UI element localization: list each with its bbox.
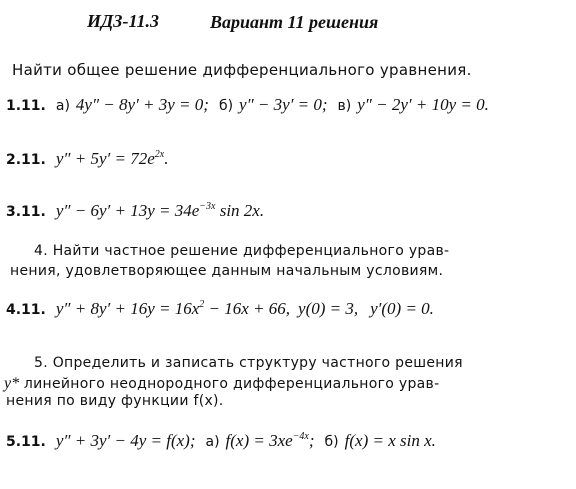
equation-3-exponent: −3x bbox=[199, 201, 216, 212]
task-number: 3.11. bbox=[6, 204, 46, 220]
particular-solution-instruction-line-2: нения, удовлетворяющее данным начальным условиям. bbox=[10, 263, 444, 279]
equation-1b: y″ − 3y′ = 0; bbox=[239, 95, 328, 114]
task-number: 1.11. bbox=[6, 98, 46, 114]
part-a-label: а) bbox=[205, 434, 220, 450]
equation-4-exponent: 2 bbox=[199, 299, 205, 310]
function-5a-tail: ; bbox=[308, 431, 315, 450]
equation-2-main: y″ + 5y′ = 72e bbox=[55, 149, 155, 168]
equation-1a: 4y″ − 8y′ + 3y = 0; bbox=[75, 95, 209, 114]
equation-2 bbox=[56, 149, 169, 168]
equation-1c: y″ − 2y′ + 10y = 0. bbox=[357, 95, 489, 114]
equation-2-exponent: 2x bbox=[154, 149, 165, 160]
equation-4 bbox=[56, 299, 290, 318]
task-3-row bbox=[6, 202, 264, 219]
function-5a-main: f(x) = 3xe bbox=[225, 431, 293, 450]
variant-title: Вариант 11 решения bbox=[210, 12, 379, 32]
structure-instruction-text: линейного неоднородного дифференциального урав- bbox=[19, 376, 440, 392]
initial-condition-2: y′(0) = 0. bbox=[370, 299, 434, 318]
initial-condition-1: y(0) = 3, bbox=[298, 299, 359, 318]
task-number: 5.11. bbox=[6, 434, 46, 450]
structure-instruction-line-2 bbox=[4, 375, 439, 392]
doc-code: ИДЗ-11.3 bbox=[87, 11, 159, 31]
task-1-row bbox=[6, 96, 489, 113]
equation-5: y″ + 3y′ − 4y = f(x); bbox=[55, 431, 196, 450]
part-c-label: в) bbox=[337, 98, 352, 114]
equation-3-main: y″ − 6y′ + 13y = 34e bbox=[55, 201, 200, 220]
function-5a bbox=[226, 431, 315, 450]
task-4-row bbox=[6, 300, 434, 317]
task-number: 2.11. bbox=[6, 152, 46, 168]
equation-3 bbox=[56, 201, 264, 220]
part-b-label: б) bbox=[218, 98, 234, 114]
structure-instruction-line-1: 5. Определить и записать структуру частного решения bbox=[34, 355, 463, 371]
general-solution-instruction: Найти общее решение дифференциального уравнения. bbox=[12, 61, 472, 79]
equation-4-main: y″ + 8y′ + 16y = 16x bbox=[55, 299, 200, 318]
equation-3-tail: sin 2x. bbox=[215, 201, 265, 220]
y-star-variable: y* bbox=[4, 375, 20, 392]
task-2-row bbox=[6, 150, 168, 167]
particular-solution-instruction-line-1: 4. Найти частное решение дифференциального урав- bbox=[34, 243, 450, 259]
task-number: 4.11. bbox=[6, 302, 46, 318]
part-b-label: б) bbox=[324, 434, 339, 450]
part-a-label: а) bbox=[55, 98, 70, 114]
structure-instruction-line-3: нения по виду функции f(x). bbox=[6, 393, 224, 409]
equation-2-tail: . bbox=[164, 149, 169, 168]
function-5a-exponent: −4x bbox=[292, 431, 309, 442]
function-5b: f(x) = x sin x. bbox=[344, 431, 436, 450]
equation-4-rest: − 16x + 66, bbox=[204, 299, 291, 318]
task-5-row bbox=[6, 432, 436, 449]
